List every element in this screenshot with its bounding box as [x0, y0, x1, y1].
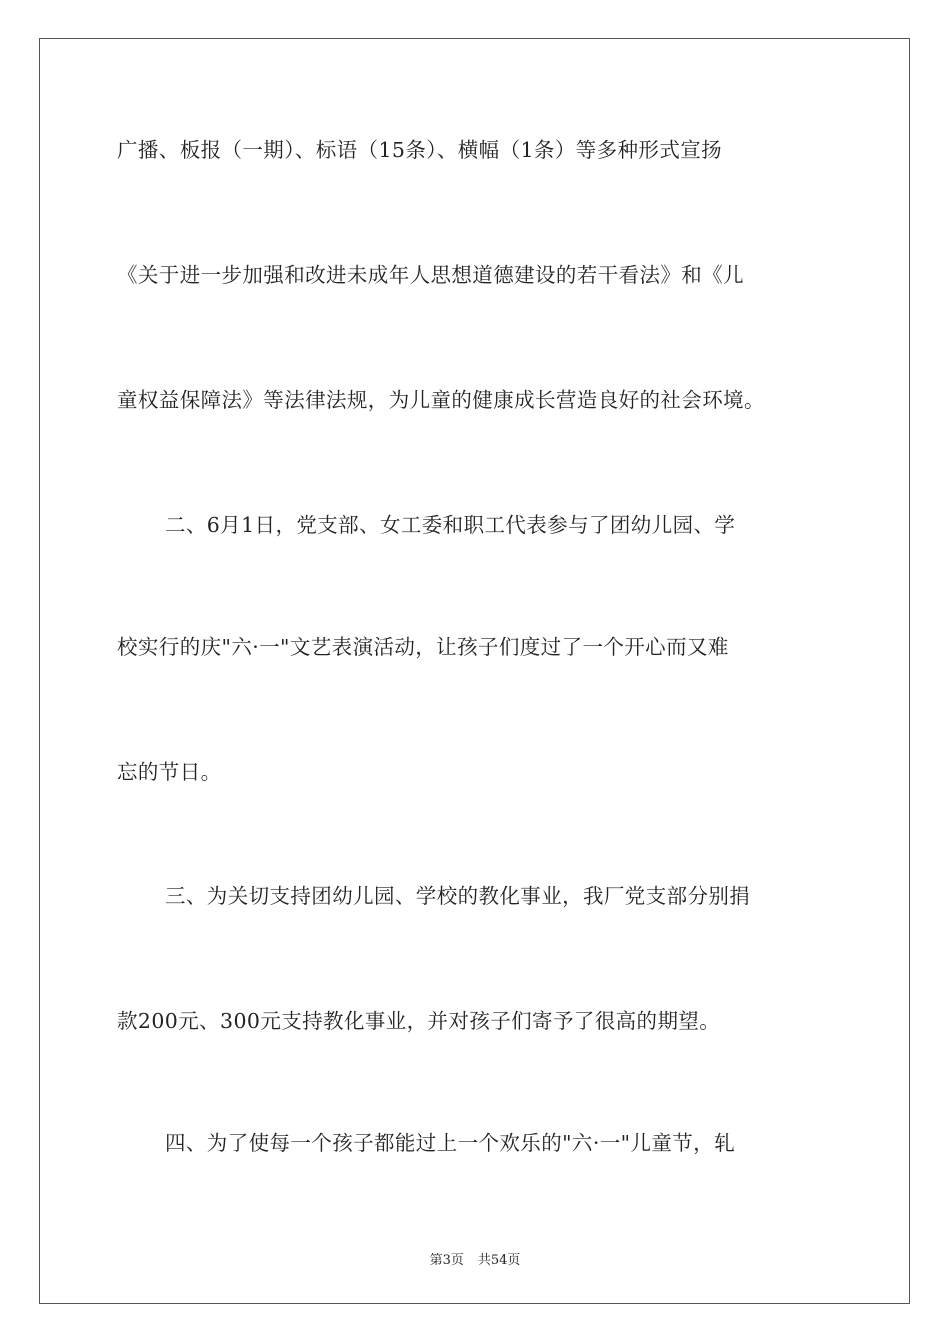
paragraph-line: 广播、板报（一期）、标语（15条）、横幅（1条）等多种形式宣扬	[117, 138, 723, 162]
paragraph-line: 二、6月1日，党支部、女工委和职工代表参与了团幼儿园、学	[165, 513, 736, 537]
paragraph-line: 三、为关切支持团幼儿园、学校的教化事业，我厂党支部分别捐	[165, 884, 751, 908]
paragraph-line: 校实行的庆"六·一"文艺表演活动，让孩子们度过了一个开心而又难	[117, 635, 729, 659]
paragraph-line: 童权益保障法》等法律法规，为儿童的健康成长营造良好的社会环境。	[117, 388, 765, 412]
page-number: 第3页	[429, 1253, 464, 1268]
page-total: 共54页	[477, 1253, 521, 1268]
page-frame	[39, 38, 910, 1304]
paragraph-line: 《关于进一步加强和改进未成年人思想道德建设的若干看法》和《儿	[117, 263, 744, 287]
paragraph-line: 款200元、300元支持教化事业，并对孩子们寄予了很高的期望。	[117, 1009, 721, 1033]
page-footer	[0, 1249, 950, 1268]
paragraph-line: 忘的节日。	[117, 760, 222, 784]
paragraph-line: 四、为了使每一个孩子都能过上一个欢乐的"六·一"儿童节，轧	[165, 1131, 735, 1155]
